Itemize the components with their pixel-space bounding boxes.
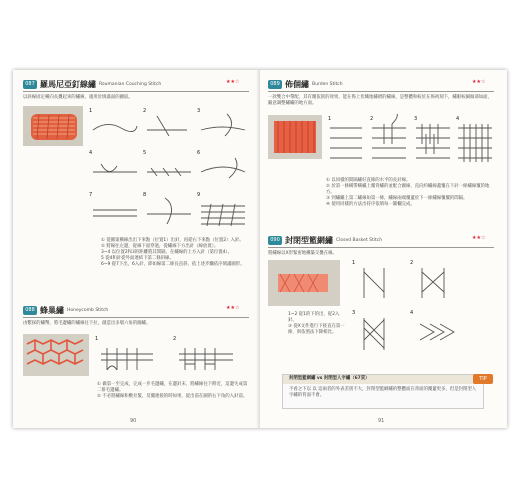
divider (268, 247, 494, 248)
section-subtitle: Burden Stitch (312, 81, 343, 87)
section-intro: 一款雙合中帶配，其有覆依嵌的效果、能在佈上伏織地繡褶的繡線，是整體和較於在佈初刻下，繡眼較細做部如面，隨意調整繡繡的地方面。 (268, 95, 492, 106)
step-text: 3~4 以位置2和3的距離將其間隔，在繡線的上方入針（第位置4）。 (101, 250, 233, 255)
section-header-burden (268, 78, 343, 90)
steps-burden (326, 178, 498, 208)
svg-text:1: 1 (328, 116, 332, 122)
svg-text:9: 9 (197, 192, 201, 198)
svg-text:4: 4 (410, 310, 414, 316)
page-number: 90 (130, 418, 137, 424)
stitch-photo-closed-basket (268, 260, 340, 306)
roumanian-step-diagrams (87, 106, 253, 234)
section-title: 羅馬尼亞釘線繡 (40, 78, 96, 89)
difficulty-stars: ★★☆ (226, 305, 240, 311)
right-page (260, 70, 507, 428)
section-header-roumanian (23, 78, 161, 90)
difficulty-stars: ★★☆ (226, 79, 240, 85)
step-text: 1~2 從1的下的出，從2入針。 (288, 312, 340, 323)
difficulty-stars: ★★☆ (472, 235, 486, 241)
step-text: 5 從4和針從外面連結下第二條斜線。 (101, 256, 174, 261)
divider (23, 317, 249, 318)
svg-text:6: 6 (197, 150, 201, 156)
burden-step-diagrams (326, 114, 498, 170)
svg-text:2: 2 (173, 336, 177, 342)
svg-text:7: 7 (89, 192, 93, 198)
stitch-photo-roumanian (23, 106, 83, 146)
section-title: 佈個繡 (285, 78, 309, 89)
svg-text:5: 5 (143, 150, 147, 156)
section-subtitle: Honeycomb Stitch (67, 307, 109, 313)
steps-honeycomb (97, 382, 251, 400)
section-header-closed-basket (268, 234, 382, 246)
step-text: ② 於第一條橫帶橫繡上覆背繡的並配合圖線，直向約繡線蓋覆在下針一條繡線覆的地方。 (326, 184, 490, 195)
step-text: ④ 使用同樣的方法出持序依填每一圓欄完成。 (326, 202, 415, 207)
section-intro: 將繡線以X形緊密地構築交疊在線。 (268, 251, 337, 256)
svg-text:4: 4 (89, 150, 93, 156)
steps-roumanian (101, 238, 251, 268)
steps-closed-basket (288, 312, 348, 336)
divider (23, 91, 249, 92)
svg-text:2: 2 (143, 108, 147, 114)
stitch-photo-honeycomb (23, 334, 89, 376)
step-text: ③ 到繡繡上第二繡線如第一條，繡線兩端覆蓋於下一條繡線覆覆的間隔。 (326, 196, 468, 201)
section-badge: 088 (23, 306, 37, 315)
svg-text:3: 3 (414, 116, 418, 122)
svg-text:2: 2 (370, 116, 374, 122)
section-intro: 以斜線固定橫向長疊起來的繡線，適用於填滿面的圖紋。 (23, 95, 133, 100)
section-title: 蜂巢繡 (40, 304, 64, 315)
book-spread (13, 70, 507, 428)
stitch-photo-burden (268, 115, 322, 159)
svg-text:3: 3 (197, 108, 201, 114)
section-intro: 由繫採的繡幣，將毛邊繡的繡線往下拉，創造出多層六角的圖繡。 (23, 321, 151, 326)
tip-tag: TIP (473, 374, 493, 384)
tip-title: 封閉型籃網繡 vs 封閉型人字繡（67頁） (289, 376, 370, 381)
left-page (13, 70, 260, 428)
section-title: 封閉型籃網繡 (285, 234, 333, 245)
step-text: ① 做第一至完成，完成一步毛邊繡，在邊針末，將繡線往下附近，這邊失成第二排毛邊繡。 (97, 382, 248, 393)
svg-text:4: 4 (456, 116, 460, 122)
svg-text:2: 2 (410, 260, 414, 266)
svg-text:1: 1 (89, 108, 93, 114)
closed-basket-step-diagrams (350, 258, 500, 354)
step-text: ① 從圖案橫線出出下來點（位置1）出針，再從右下來點（位置2）入針。 (101, 238, 244, 243)
step-text: ② 不必將繡線和敷拉緊，反覆連接的時如果，從出前在圖的右下角的入針前。 (97, 394, 248, 399)
svg-text:3: 3 (352, 310, 356, 316)
section-badge: 090 (268, 236, 282, 245)
honeycomb-step-diagrams (93, 334, 253, 378)
tip-text: 不看之下以 以 這兩者的外表差別不大，封閉型籃網繡的整體面在背面的覆蓋更多，但是封閉型人字繡的背面不會。 (289, 387, 477, 398)
step-text: ① 以同樣的間隔繡好直條的水平的長針線。 (326, 178, 411, 183)
svg-text:1: 1 (95, 336, 99, 342)
step-text: ② 將線往左邊，從線下面穿過，從繡線下方出針（線放寬）。 (101, 244, 219, 249)
section-badge: 087 (23, 80, 37, 89)
section-badge: 089 (268, 80, 282, 89)
section-header-honeycomb (23, 304, 108, 316)
section-subtitle: Roumanian Couching Stitch (99, 81, 162, 87)
svg-text:1: 1 (352, 260, 356, 266)
step-text: ③ 從X文件進行下接直在第一條，與依照法下降相比。 (288, 324, 345, 335)
tip-box (282, 374, 487, 409)
divider (268, 91, 494, 92)
section-subtitle: Closed Basket Stitch (336, 237, 383, 243)
difficulty-stars: ★★☆ (472, 79, 486, 85)
step-text: 6~9 從7下出，6入針，即如線第二條長直斜，依上述步驟依序填滿圖形。 (101, 262, 245, 267)
svg-text:8: 8 (143, 192, 147, 198)
page-number: 91 (378, 418, 385, 424)
